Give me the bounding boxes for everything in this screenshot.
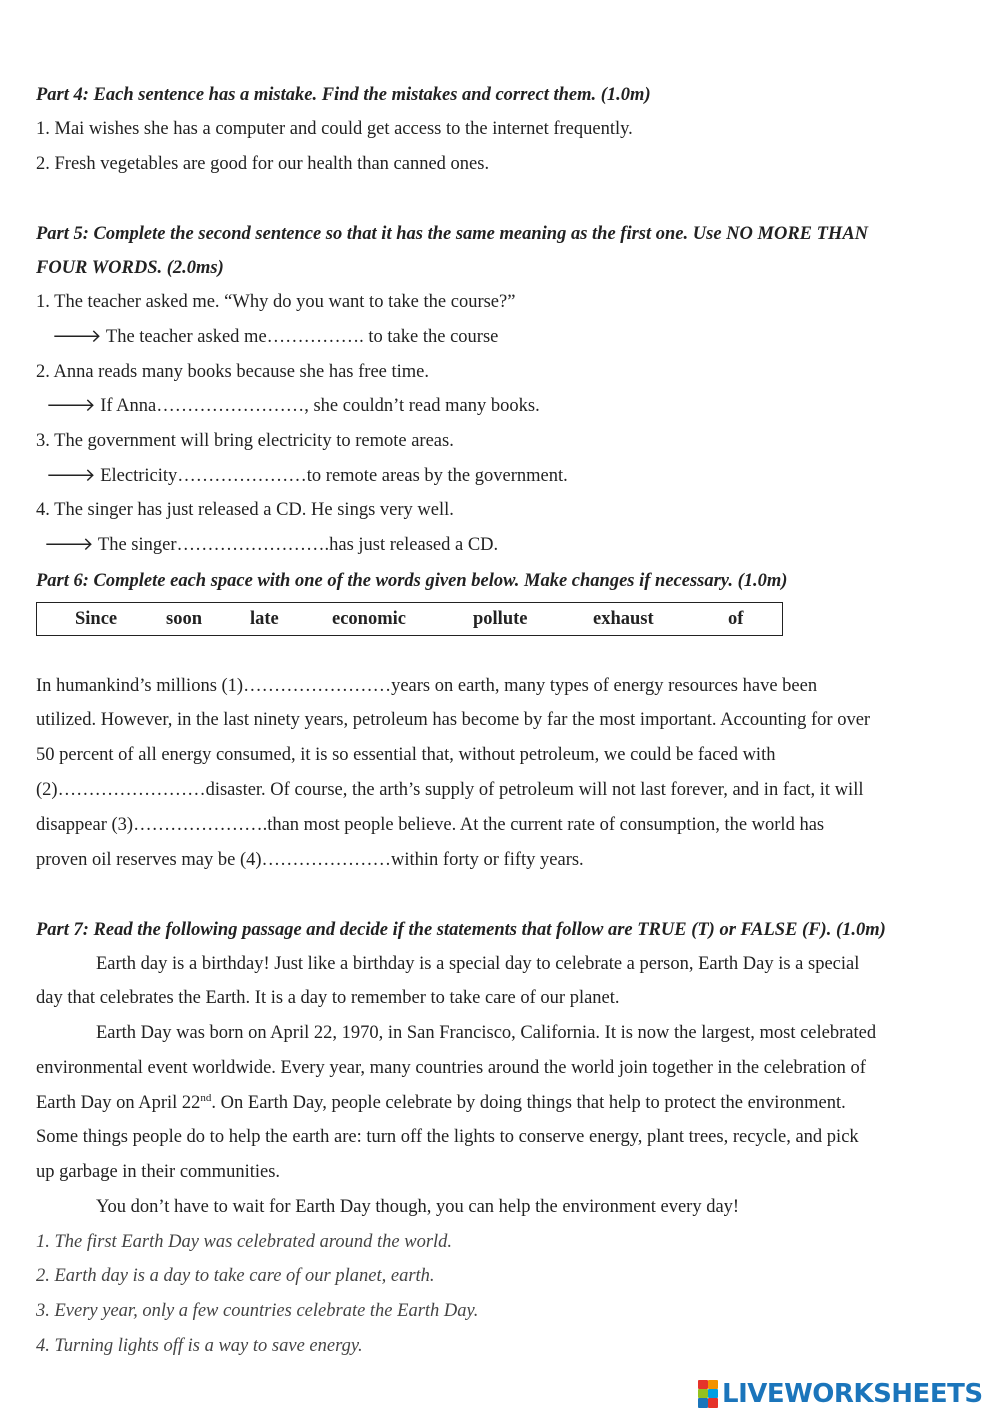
part6-heading: Part 6: Complete each space with one of the words given below. Make changes if necessary. (1.0m) [36, 571, 788, 591]
logo-tile [698, 1389, 708, 1398]
part5-rewrite-2: 🡒 If Anna……………………, she couldn’t read many books. [46, 396, 540, 416]
part6-passage-line: 50 percent of all energy consumed, it is so essential that, without petroleum, we could be faced with [36, 745, 776, 765]
part4-heading: Part 4: Each sentence has a mistake. Find the mistakes and correct them. (1.0m) [36, 85, 651, 105]
logo-tile [708, 1389, 718, 1398]
part4-item-2: 2. Fresh vegetables are good for our health than canned ones. [36, 154, 490, 174]
liveworksheets-logo[interactable] [698, 1376, 983, 1412]
part7-passage-line: You don’t have to wait for Earth Day though, you can help the environment every day! [96, 1197, 740, 1217]
part7-passage-line: Some things people do to help the earth are: turn off the lights to conserve energy, plant trees, recycle, and pick [36, 1127, 859, 1147]
part5-rewrite-1: 🡒 The teacher asked me……………. to take the course [52, 327, 499, 347]
part6-passage-line: proven oil reserves may be (4)…………………within forty or fifty years. [36, 850, 584, 870]
ordinal-suffix: nd [200, 1092, 212, 1104]
part6-passage-line: utilized. However, in the last ninety years, petroleum has become by far the most important. Accounting for over [36, 710, 871, 730]
part5-sentence-3: 3. The government will bring electricity to remote areas. [36, 431, 454, 451]
logo-tile [708, 1398, 718, 1408]
word-box-item: economic [332, 609, 406, 629]
part7-statement-4: 4. Turning lights off is a way to save energy. [36, 1336, 363, 1356]
part5-rewrite-3: 🡒 Electricity…………………to remote areas by the government. [46, 466, 568, 486]
word-box-item: exhaust [593, 609, 654, 629]
word-box [36, 602, 783, 636]
part7-statement-3: 3. Every year, only a few countries celebrate the Earth Day. [36, 1301, 479, 1321]
word-box-item: late [250, 609, 279, 629]
passage-text: . On Earth Day, people celebrate by doing things that help to protect the environment. [211, 1093, 846, 1113]
part7-passage-line: Earth day is a birthday! Just like a birthday is a special day to celebrate a person, Earth Day is a special [96, 954, 860, 974]
part5-rewrite-4: 🡒 The singer…………………….has just released a CD. [44, 535, 499, 555]
logo-tile [698, 1398, 708, 1408]
logo-tile [698, 1380, 708, 1389]
part7-passage-line: up garbage in their communities. [36, 1162, 281, 1182]
part6-passage-line: (2)……………………disaster. Of course, the arth’s supply of petroleum will not last forever, and in fact, it will [36, 780, 864, 800]
part7-passage-line [36, 1094, 846, 1113]
liveworksheets-logo-text: LIVEWORKSHEETS [722, 1379, 983, 1409]
part5-sentence-1: 1. The teacher asked me. “Why do you want to take the course?” [36, 292, 516, 312]
part5-heading-line1: Part 5: Complete the second sentence so that it has the same meaning as the first one. Use NO MORE THAN [36, 224, 869, 244]
part7-passage-line: environmental event worldwide. Every year, many countries around the world join together in the celebration of [36, 1058, 866, 1078]
passage-text: Earth Day on April 22 [36, 1093, 201, 1113]
part4-item-1: 1. Mai wishes she has a computer and could get access to the internet frequently. [36, 119, 633, 139]
word-box-item: pollute [473, 609, 528, 629]
word-box-item: soon [166, 609, 202, 629]
part7-passage-line: Earth Day was born on April 22, 1970, in San Francisco, California. It is now the largest, most celebrated [96, 1023, 877, 1043]
part7-statement-1: 1. The first Earth Day was celebrated around the world. [36, 1232, 453, 1252]
part6-passage-line: In humankind’s millions (1)……………………years on earth, many types of energy resources have been [36, 676, 818, 696]
part7-statement-2: 2. Earth day is a day to take care of our planet, earth. [36, 1266, 435, 1286]
part5-sentence-4: 4. The singer has just released a CD. He sings very well. [36, 500, 454, 520]
part7-heading: Part 7: Read the following passage and decide if the statements that follow are TRUE (T) or FALSE (F). (1.0m) [36, 920, 886, 940]
word-box-item: of [728, 609, 744, 629]
part5-heading-line2: FOUR WORDS. (2.0ms) [36, 258, 224, 278]
part7-passage-line: day that celebrates the Earth. It is a day to remember to take care of our planet. [36, 988, 620, 1008]
part6-passage-line: disappear (3)………………….than most people believe. At the current rate of consumption, the world has [36, 815, 825, 835]
word-box-item: Since [75, 609, 118, 629]
liveworksheets-logo-icon [698, 1380, 718, 1408]
part5-sentence-2: 2. Anna reads many books because she has free time. [36, 362, 429, 382]
logo-tile [708, 1380, 718, 1389]
